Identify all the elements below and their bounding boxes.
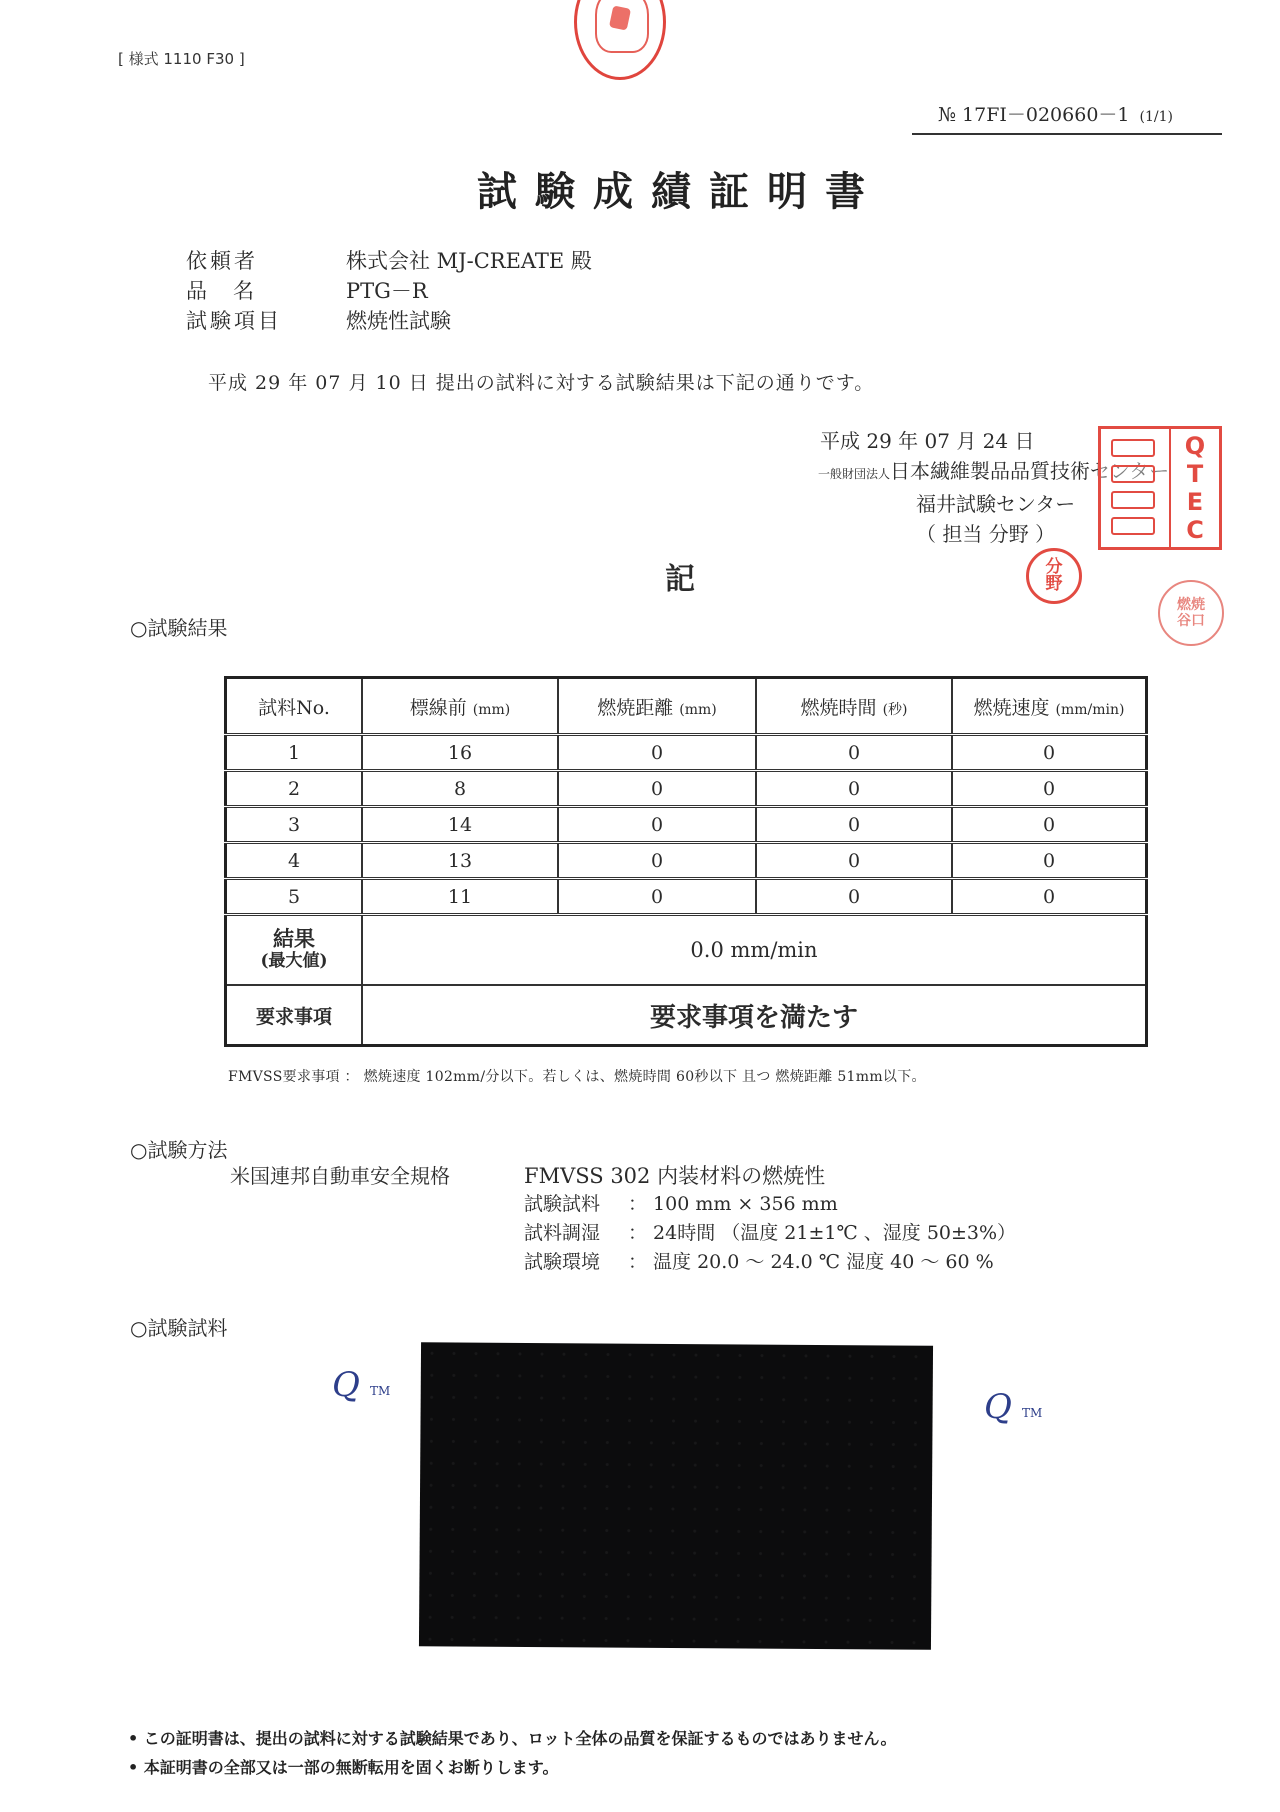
document-title: 試験成績証明書 — [477, 168, 883, 215]
cell-sample-no: 3 — [226, 807, 363, 843]
issuer-org-name: 日本繊維製品品質技術センター — [890, 459, 1170, 483]
qmark-logo-icon: Q TM — [984, 1387, 1043, 1427]
document-page: (1/1) — [1139, 109, 1173, 125]
form-code: [ 様式 1110 F30 ] — [118, 50, 245, 68]
table-row — [226, 879, 1147, 915]
seal-char: 分 — [1045, 557, 1063, 577]
method-standard: 米国連邦自動車安全規格 — [230, 1164, 450, 1188]
table-row — [226, 771, 1147, 807]
qtec-seal-letter: T — [1186, 460, 1204, 488]
qtec-seal-letter: Q — [1184, 432, 1206, 460]
qtec-seal-letters — [1171, 429, 1219, 547]
header-burn-distance: 燃焼距離 (mm) — [558, 678, 756, 735]
requirement-value: 要求事項を満たす — [362, 985, 1147, 1046]
cell-burn-rate: 0 — [952, 879, 1147, 915]
condition-value: ： 100 mm × 356 mm — [628, 1193, 838, 1215]
cell-marked-line: 11 — [362, 879, 558, 915]
cell-burn-time: 0 — [756, 735, 952, 771]
cell-burn-rate: 0 — [952, 771, 1147, 807]
method-condition-item — [524, 1219, 1016, 1248]
cell-burn-time: 0 — [756, 771, 952, 807]
cell-marked-line: 14 — [362, 807, 558, 843]
info-row-product — [186, 276, 592, 306]
seal-char: 谷口 — [1177, 613, 1205, 629]
info-label: 品名 — [186, 279, 280, 303]
requirement-label: 要求事項 — [226, 985, 363, 1046]
info-value: PTG－R — [346, 279, 428, 303]
document-number-value: № 17FI－020660－1 — [938, 104, 1130, 126]
info-row-test-item — [186, 306, 592, 336]
cell-burn-rate: 0 — [952, 735, 1147, 771]
footnote-item: • 本証明書の全部又は一部の無断転用を固くお断りします。 — [128, 1753, 896, 1782]
method-condition-item — [524, 1190, 1016, 1219]
footnote-item: • この証明書は、提出の試料に対する試験結果であり、ロット全体の品質を保証するものではありません。 — [128, 1724, 896, 1753]
cell-sample-no: 5 — [226, 879, 363, 915]
top-red-seal — [574, 0, 666, 80]
document-number — [912, 100, 1222, 135]
header-burn-rate: 燃焼速度 (mm/min) — [952, 678, 1147, 735]
cell-burn-time: 0 — [756, 807, 952, 843]
qtec-seal-letter: C — [1186, 516, 1204, 544]
info-label: 依頼者 — [186, 249, 258, 273]
info-value: 株式会社 MJ-CREATE 殿 — [346, 249, 592, 273]
cell-burn-distance: 0 — [558, 735, 756, 771]
section-test-sample: ○試験試料 — [130, 1316, 228, 1340]
condition-key: 試験試料 — [524, 1193, 601, 1215]
cell-marked-line: 8 — [362, 771, 558, 807]
requirement-row — [226, 985, 1147, 1046]
cell-burn-distance: 0 — [558, 771, 756, 807]
section-test-method: ○試験方法 — [130, 1138, 228, 1162]
sample-fabric-swatch — [419, 1342, 933, 1650]
cell-burn-distance: 0 — [558, 843, 756, 879]
cell-sample-no: 1 — [226, 735, 363, 771]
table-row — [226, 807, 1147, 843]
seal-char: 野 — [1045, 574, 1063, 594]
result-row — [226, 915, 1147, 986]
seal-char: 燃焼 — [1177, 597, 1205, 613]
issuer-contact: （ 担当 分野 ） — [916, 522, 1056, 546]
condition-value: ： 24時間 （温度 21±1℃ 、湿度 50±3%） — [628, 1222, 1017, 1244]
cell-burn-time: 0 — [756, 843, 952, 879]
result-value: 0.0 mm/min — [362, 915, 1147, 986]
cell-burn-distance: 0 — [558, 879, 756, 915]
condition-key: 試験環境 — [524, 1251, 601, 1273]
issuer-org-prefix: 一般財団法人 — [818, 467, 891, 481]
qtec-official-seal — [1098, 426, 1222, 550]
cell-marked-line: 16 — [362, 735, 558, 771]
qmark-logo-icon: Q TM — [332, 1365, 391, 1405]
info-label: 試験項目 — [186, 309, 282, 333]
header-marked-line: 標線前 (mm) — [362, 678, 558, 735]
table-row — [226, 843, 1147, 879]
method-conditions — [524, 1190, 1016, 1277]
header-burn-time: 燃焼時間 (秒) — [756, 678, 952, 735]
cell-burn-distance: 0 — [558, 807, 756, 843]
cell-burn-rate: 0 — [952, 807, 1147, 843]
footnotes — [128, 1724, 896, 1782]
submission-statement: 平成 29 年 07 月 10 日 提出の試料に対する試験結果は下記の通りです。 — [208, 372, 875, 394]
issuer-branch: 福井試験センター — [916, 492, 1076, 516]
qtec-seal-glyphs — [1101, 429, 1171, 547]
section-test-result: ○試験結果 — [130, 616, 228, 640]
fmvss-requirement-note: FMVSS要求事項 ： 燃焼速度 102mm/分以下。若しくは、燃焼時間 60秒以下 且つ 燃焼距離 51mm以下。 — [228, 1069, 926, 1085]
cell-sample-no: 4 — [226, 843, 363, 879]
info-value: 燃焼性試験 — [346, 309, 451, 333]
result-label-main: 結果 — [273, 926, 315, 951]
ki-heading: 記 — [665, 562, 695, 597]
info-row-requester — [186, 246, 592, 276]
method-name: FMVSS 302 内装材料の燃焼性 — [524, 1164, 826, 1188]
header-sample-no: 試料No. — [226, 678, 363, 735]
table-header-row — [226, 678, 1147, 735]
method-condition-item — [524, 1248, 1016, 1277]
result-label-sub: (最大値) — [260, 951, 328, 971]
cell-burn-time: 0 — [756, 879, 952, 915]
condition-key: 試料調湿 — [524, 1222, 601, 1244]
qtec-seal-letter: E — [1186, 488, 1204, 516]
table-row — [226, 735, 1147, 771]
issue-date: 平成 29 年 07 月 24 日 — [820, 429, 1035, 453]
result-table — [224, 676, 1148, 1047]
cell-sample-no: 2 — [226, 771, 363, 807]
cell-burn-rate: 0 — [952, 843, 1147, 879]
condition-value: ： 温度 20.0 〜 24.0 ℃ 湿度 40 〜 60 % — [628, 1251, 994, 1273]
request-info — [186, 246, 592, 336]
result-label — [226, 915, 363, 986]
cell-marked-line: 13 — [362, 843, 558, 879]
